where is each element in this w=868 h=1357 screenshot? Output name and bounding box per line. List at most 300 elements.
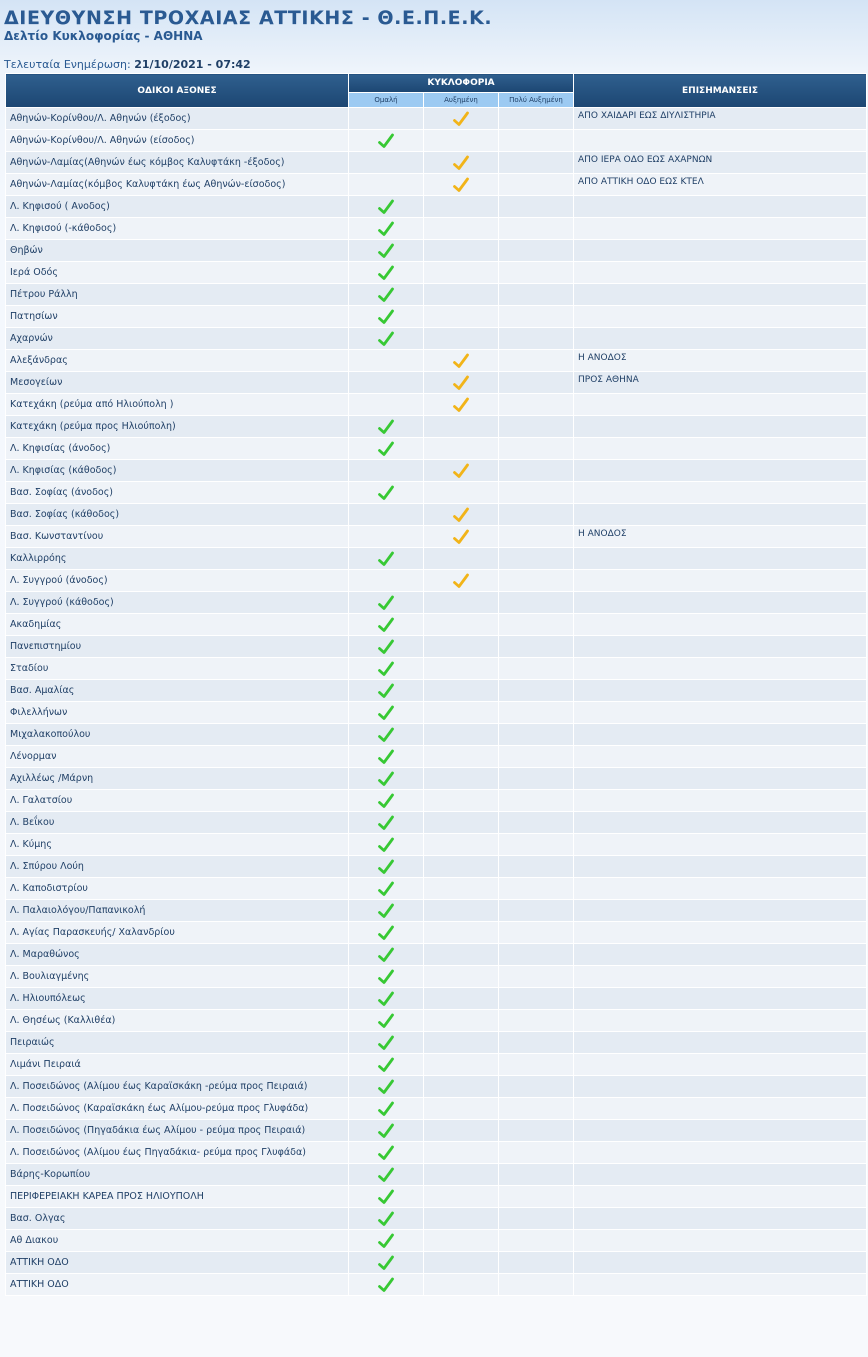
traffic-cell-normal — [349, 196, 424, 218]
traffic-cell-very-increased — [499, 1120, 574, 1142]
green-check-icon — [377, 924, 395, 942]
traffic-cell-normal — [349, 284, 424, 306]
table-row — [6, 790, 867, 812]
road-name: Βασ. Ολγας — [6, 1208, 349, 1230]
green-check-icon — [377, 264, 395, 282]
green-check-icon — [377, 638, 395, 656]
traffic-cell-very-increased — [499, 702, 574, 724]
table-row — [6, 130, 867, 152]
header-traffic: ΚΥΚΛΟΦΟΡΙΑ — [349, 74, 574, 93]
road-note — [574, 1120, 867, 1142]
traffic-cell-normal — [349, 614, 424, 636]
traffic-cell-increased — [424, 702, 499, 724]
subheader-normal: Ομαλή — [349, 92, 424, 107]
yellow-check-icon — [452, 110, 470, 128]
traffic-cell-normal — [349, 174, 424, 196]
traffic-cell-increased — [424, 988, 499, 1010]
road-name: Λ. Συγγρού (άνοδος) — [6, 570, 349, 592]
traffic-cell-very-increased — [499, 1208, 574, 1230]
road-name: Αθηνών-Κορίνθου/Λ. Αθηνών (έξοδος) — [6, 108, 349, 130]
traffic-cell-very-increased — [499, 614, 574, 636]
green-check-icon — [377, 1232, 395, 1250]
table-row — [6, 922, 867, 944]
green-check-icon — [377, 726, 395, 744]
table-row — [6, 724, 867, 746]
traffic-cell-very-increased — [499, 790, 574, 812]
traffic-cell-normal — [349, 592, 424, 614]
table-row — [6, 966, 867, 988]
traffic-cell-normal — [349, 966, 424, 988]
traffic-cell-increased — [424, 1142, 499, 1164]
traffic-cell-very-increased — [499, 240, 574, 262]
traffic-cell-very-increased — [499, 1186, 574, 1208]
road-note — [574, 482, 867, 504]
traffic-cell-normal — [349, 504, 424, 526]
road-note — [574, 1208, 867, 1230]
header-roads: ΟΔΙΚΟΙ ΑΞΟΝΕΣ — [6, 74, 349, 108]
traffic-cell-normal — [349, 350, 424, 372]
road-name: ΑΤΤΙΚΗ ΟΔΟ — [6, 1252, 349, 1274]
green-check-icon — [377, 1254, 395, 1272]
road-note — [574, 966, 867, 988]
traffic-cell-increased — [424, 966, 499, 988]
traffic-cell-very-increased — [499, 1164, 574, 1186]
road-name: Πανεπιστημίου — [6, 636, 349, 658]
traffic-cell-normal — [349, 988, 424, 1010]
traffic-cell-very-increased — [499, 306, 574, 328]
green-check-icon — [377, 1188, 395, 1206]
traffic-cell-increased — [424, 856, 499, 878]
road-note — [574, 1032, 867, 1054]
road-name: Πατησίων — [6, 306, 349, 328]
traffic-cell-increased — [424, 834, 499, 856]
traffic-cell-increased — [424, 460, 499, 482]
traffic-cell-normal — [349, 790, 424, 812]
traffic-cell-very-increased — [499, 482, 574, 504]
road-note — [574, 1186, 867, 1208]
road-note — [574, 1164, 867, 1186]
traffic-cell-normal — [349, 570, 424, 592]
table-row — [6, 262, 867, 284]
traffic-cell-normal — [349, 108, 424, 130]
traffic-cell-normal — [349, 240, 424, 262]
road-note — [574, 416, 867, 438]
table-row — [6, 328, 867, 350]
green-check-icon — [377, 792, 395, 810]
road-note — [574, 262, 867, 284]
traffic-cell-increased — [424, 812, 499, 834]
road-note — [574, 812, 867, 834]
table-row — [6, 284, 867, 306]
green-check-icon — [377, 1210, 395, 1228]
traffic-cell-increased — [424, 614, 499, 636]
traffic-cell-very-increased — [499, 966, 574, 988]
traffic-cell-increased — [424, 724, 499, 746]
green-check-icon — [377, 440, 395, 458]
table-row — [6, 614, 867, 636]
traffic-cell-normal — [349, 438, 424, 460]
road-name: Λ. Ποσειδώνος (Πηγαδάκια έως Αλίμου - ρεύμα προς Πειραιά) — [6, 1120, 349, 1142]
traffic-cell-increased — [424, 592, 499, 614]
road-note — [574, 240, 867, 262]
table-row — [6, 218, 867, 240]
road-name: Λ. Κηφισίας (κάθοδος) — [6, 460, 349, 482]
road-name: Αθ Διακου — [6, 1230, 349, 1252]
road-name: Ακαδημίας — [6, 614, 349, 636]
traffic-cell-increased — [424, 636, 499, 658]
traffic-cell-increased — [424, 658, 499, 680]
road-name: Ιερά Οδός — [6, 262, 349, 284]
yellow-check-icon — [452, 462, 470, 480]
traffic-cell-increased — [424, 504, 499, 526]
road-name: Αλεξάνδρας — [6, 350, 349, 372]
page-header — [4, 0, 864, 43]
road-note — [574, 614, 867, 636]
traffic-cell-normal — [349, 130, 424, 152]
table-row — [6, 372, 867, 394]
green-check-icon — [377, 1144, 395, 1162]
traffic-cell-very-increased — [499, 460, 574, 482]
traffic-cell-increased — [424, 1252, 499, 1274]
road-note — [574, 394, 867, 416]
green-check-icon — [377, 836, 395, 854]
traffic-cell-normal — [349, 262, 424, 284]
traffic-table — [5, 73, 867, 1296]
page-subtitle: Δελτίο Κυκλοφορίας - ΑΘΗΝΑ — [4, 29, 203, 43]
road-name: Αθηνών-Λαμίας(Αθηνών έως κόμβος Καλυφτάκη -έξοδος) — [6, 152, 349, 174]
road-name: Λ. Κηφισού ( Ανοδος) — [6, 196, 349, 218]
road-name: Πειραιώς — [6, 1032, 349, 1054]
road-name: Λ. Καποδιστρίου — [6, 878, 349, 900]
table-row — [6, 834, 867, 856]
traffic-cell-very-increased — [499, 636, 574, 658]
road-name: Λ. Ηλιουπόλεως — [6, 988, 349, 1010]
traffic-cell-very-increased — [499, 570, 574, 592]
road-note: ΠΡΟΣ ΑΘΗΝΑ — [574, 372, 867, 394]
traffic-cell-very-increased — [499, 372, 574, 394]
road-note — [574, 944, 867, 966]
road-note — [574, 284, 867, 306]
table-row — [6, 1230, 867, 1252]
traffic-cell-very-increased — [499, 900, 574, 922]
traffic-cell-very-increased — [499, 834, 574, 856]
road-note — [574, 1142, 867, 1164]
road-note — [574, 328, 867, 350]
road-note — [574, 658, 867, 680]
road-name: Λ. Γαλατσίου — [6, 790, 349, 812]
last-update — [4, 58, 251, 71]
green-check-icon — [377, 1056, 395, 1074]
table-row — [6, 548, 867, 570]
green-check-icon — [377, 330, 395, 348]
road-note — [574, 702, 867, 724]
table-row — [6, 878, 867, 900]
traffic-cell-normal — [349, 1120, 424, 1142]
green-check-icon — [377, 1276, 395, 1294]
yellow-check-icon — [452, 396, 470, 414]
table-row — [6, 306, 867, 328]
traffic-cell-increased — [424, 240, 499, 262]
road-name: Μιχαλακοπούλου — [6, 724, 349, 746]
road-note: Η ΑΝΟΔΟΣ — [574, 350, 867, 372]
traffic-cell-increased — [424, 1076, 499, 1098]
traffic-cell-very-increased — [499, 328, 574, 350]
traffic-cell-very-increased — [499, 416, 574, 438]
traffic-cell-increased — [424, 262, 499, 284]
traffic-cell-increased — [424, 680, 499, 702]
road-name: Λ. Αγίας Παρασκευής/ Χαλανδρίου — [6, 922, 349, 944]
road-note — [574, 856, 867, 878]
green-check-icon — [377, 286, 395, 304]
traffic-cell-very-increased — [499, 350, 574, 372]
traffic-cell-increased — [424, 900, 499, 922]
traffic-cell-increased — [424, 1164, 499, 1186]
table-row — [6, 900, 867, 922]
traffic-cell-very-increased — [499, 174, 574, 196]
road-name: Λ. Βεΐκου — [6, 812, 349, 834]
green-check-icon — [377, 1034, 395, 1052]
road-name: Λ. Θησέως (Καλλιθέα) — [6, 1010, 349, 1032]
table-row — [6, 1186, 867, 1208]
table-row — [6, 812, 867, 834]
road-name: Κατεχάκη (ρεύμα από Ηλιούπολη ) — [6, 394, 349, 416]
subheader-very-increased: Πολύ Αυξημένη — [499, 92, 574, 107]
road-name: Βασ. Σοφίας (κάθοδος) — [6, 504, 349, 526]
traffic-cell-normal — [349, 702, 424, 724]
road-name: Σταδίου — [6, 658, 349, 680]
traffic-cell-increased — [424, 1010, 499, 1032]
traffic-cell-increased — [424, 746, 499, 768]
road-note — [574, 790, 867, 812]
road-note — [574, 504, 867, 526]
table-row — [6, 746, 867, 768]
green-check-icon — [377, 132, 395, 150]
traffic-cell-increased — [424, 196, 499, 218]
table-row — [6, 856, 867, 878]
traffic-cell-increased — [424, 768, 499, 790]
yellow-check-icon — [452, 528, 470, 546]
traffic-cell-increased — [424, 878, 499, 900]
road-note — [574, 988, 867, 1010]
traffic-cell-increased — [424, 218, 499, 240]
traffic-cell-normal — [349, 1098, 424, 1120]
table-row — [6, 658, 867, 680]
table-row — [6, 680, 867, 702]
traffic-cell-normal — [349, 1164, 424, 1186]
traffic-cell-normal — [349, 768, 424, 790]
traffic-cell-normal — [349, 856, 424, 878]
traffic-cell-normal — [349, 1142, 424, 1164]
road-note — [574, 460, 867, 482]
traffic-cell-very-increased — [499, 526, 574, 548]
road-name: Βασ. Αμαλίας — [6, 680, 349, 702]
traffic-cell-very-increased — [499, 438, 574, 460]
traffic-cell-increased — [424, 570, 499, 592]
green-check-icon — [377, 594, 395, 612]
traffic-cell-increased — [424, 394, 499, 416]
road-name: Λένορμαν — [6, 746, 349, 768]
traffic-cell-normal — [349, 372, 424, 394]
green-check-icon — [377, 550, 395, 568]
traffic-cell-normal — [349, 482, 424, 504]
traffic-cell-normal — [349, 1010, 424, 1032]
traffic-cell-increased — [424, 130, 499, 152]
road-name: Λ. Συγγρού (κάθοδος) — [6, 592, 349, 614]
traffic-cell-normal — [349, 878, 424, 900]
traffic-cell-increased — [424, 174, 499, 196]
road-name: Λ. Ποσειδώνος (Καραϊσκάκη έως Αλίμου-ρεύμα προς Γλυφάδα) — [6, 1098, 349, 1120]
traffic-cell-very-increased — [499, 988, 574, 1010]
road-name: Πέτρου Ράλλη — [6, 284, 349, 306]
table-row — [6, 1252, 867, 1274]
table-row — [6, 152, 867, 174]
traffic-cell-normal — [349, 746, 424, 768]
traffic-cell-normal — [349, 1032, 424, 1054]
road-name: Λ. Κηφισού (-κάθοδος) — [6, 218, 349, 240]
road-name: Θηβών — [6, 240, 349, 262]
road-note — [574, 196, 867, 218]
traffic-cell-normal — [349, 724, 424, 746]
road-note — [574, 724, 867, 746]
table-row — [6, 1054, 867, 1076]
road-name: Λ. Ποσειδώνος (Αλίμου έως Καραϊσκάκη -ρεύμα προς Πειραιά) — [6, 1076, 349, 1098]
subheader-increased: Αυξημένη — [424, 92, 499, 107]
road-note: ΑΠΟ ΑΤΤΙΚΗ ΟΔΟ ΕΩΣ ΚΤΕΛ — [574, 174, 867, 196]
green-check-icon — [377, 946, 395, 964]
road-note: ΑΠΟ ΙΕΡΑ ΟΔΟ ΕΩΣ ΑΧΑΡΝΩΝ — [574, 152, 867, 174]
green-check-icon — [377, 220, 395, 238]
traffic-cell-normal — [349, 218, 424, 240]
green-check-icon — [377, 770, 395, 788]
green-check-icon — [377, 1100, 395, 1118]
table-row — [6, 460, 867, 482]
road-name: Αχιλλέως /Μάρνη — [6, 768, 349, 790]
green-check-icon — [377, 418, 395, 436]
traffic-cell-normal — [349, 1186, 424, 1208]
road-note — [574, 746, 867, 768]
road-name: Μεσογείων — [6, 372, 349, 394]
road-name: Αθηνών-Κορίνθου/Λ. Αθηνών (είσοδος) — [6, 130, 349, 152]
table-row — [6, 1032, 867, 1054]
traffic-cell-normal — [349, 1230, 424, 1252]
road-note — [574, 834, 867, 856]
road-note — [574, 570, 867, 592]
road-name: Αχαρνών — [6, 328, 349, 350]
green-check-icon — [377, 198, 395, 216]
traffic-cell-very-increased — [499, 944, 574, 966]
traffic-cell-normal — [349, 306, 424, 328]
road-name: Λ. Σπύρου Λούη — [6, 856, 349, 878]
table-row — [6, 526, 867, 548]
traffic-cell-very-increased — [499, 922, 574, 944]
green-check-icon — [377, 484, 395, 502]
road-name: Αθηνών-Λαμίας(κόμβος Καλυφτάκη έως Αθηνών-είσοδος) — [6, 174, 349, 196]
traffic-cell-increased — [424, 922, 499, 944]
table-row — [6, 944, 867, 966]
traffic-cell-increased — [424, 306, 499, 328]
table-row — [6, 394, 867, 416]
traffic-cell-increased — [424, 350, 499, 372]
yellow-check-icon — [452, 506, 470, 524]
road-note — [574, 636, 867, 658]
table-row — [6, 1120, 867, 1142]
traffic-cell-normal — [349, 416, 424, 438]
road-name: ΑΤΤΙΚΗ ΟΔΟ — [6, 1274, 349, 1296]
traffic-cell-increased — [424, 438, 499, 460]
road-name: Καλλιρρόης — [6, 548, 349, 570]
table-row — [6, 988, 867, 1010]
traffic-cell-very-increased — [499, 724, 574, 746]
traffic-cell-very-increased — [499, 1054, 574, 1076]
green-check-icon — [377, 1012, 395, 1030]
traffic-cell-increased — [424, 790, 499, 812]
traffic-cell-very-increased — [499, 108, 574, 130]
road-name: Λ. Βουλιαγμένης — [6, 966, 349, 988]
green-check-icon — [377, 814, 395, 832]
road-note — [574, 1054, 867, 1076]
table-row — [6, 240, 867, 262]
road-note — [574, 592, 867, 614]
green-check-icon — [377, 242, 395, 260]
road-name: Λιμάνι Πειραιά — [6, 1054, 349, 1076]
road-note — [574, 1010, 867, 1032]
table-row — [6, 702, 867, 724]
traffic-cell-normal — [349, 1252, 424, 1274]
traffic-cell-normal — [349, 1208, 424, 1230]
traffic-cell-very-increased — [499, 1274, 574, 1296]
traffic-cell-increased — [424, 284, 499, 306]
road-name: ΠΕΡΙΦΕΡΕΙΑΚΗ ΚΑΡΕΑ ΠΡΟΣ ΗΛΙΟΥΠΟΛΗ — [6, 1186, 349, 1208]
traffic-cell-normal — [349, 922, 424, 944]
road-note — [574, 218, 867, 240]
road-note — [574, 922, 867, 944]
road-note: Η ΑΝΟΔΟΣ — [574, 526, 867, 548]
traffic-cell-normal — [349, 1054, 424, 1076]
road-note: ΑΠΟ ΧΑΙΔΑΡΙ ΕΩΣ ΔΙΥΛΙΣΤΗΡΙΑ — [574, 108, 867, 130]
road-name: Λ. Ποσειδώνος (Αλίμου έως Πηγαδάκια- ρεύμα προς Γλυφάδα) — [6, 1142, 349, 1164]
traffic-cell-increased — [424, 1054, 499, 1076]
traffic-cell-very-increased — [499, 878, 574, 900]
traffic-cell-increased — [424, 1274, 499, 1296]
traffic-cell-very-increased — [499, 218, 574, 240]
traffic-cell-very-increased — [499, 152, 574, 174]
road-note — [574, 1230, 867, 1252]
road-name: Βασ. Σοφίας (άνοδος) — [6, 482, 349, 504]
traffic-cell-very-increased — [499, 1032, 574, 1054]
green-check-icon — [377, 858, 395, 876]
road-name: Φιλελλήνων — [6, 702, 349, 724]
traffic-cell-normal — [349, 328, 424, 350]
green-check-icon — [377, 748, 395, 766]
traffic-cell-increased — [424, 1186, 499, 1208]
green-check-icon — [377, 704, 395, 722]
green-check-icon — [377, 990, 395, 1008]
traffic-cell-very-increased — [499, 504, 574, 526]
yellow-check-icon — [452, 374, 470, 392]
road-name: Λ. Παλαιολόγου/Παπανικολή — [6, 900, 349, 922]
traffic-cell-normal — [349, 900, 424, 922]
road-note — [574, 306, 867, 328]
table-row — [6, 1208, 867, 1230]
traffic-cell-normal — [349, 812, 424, 834]
table-row — [6, 350, 867, 372]
traffic-cell-increased — [424, 944, 499, 966]
page-title: ΔΙΕΥΘΥΝΣΗ ΤΡΟΧΑΙΑΣ ΑΤΤΙΚΗΣ - Θ.Ε.Π.Ε.Κ. — [4, 7, 493, 29]
traffic-cell-very-increased — [499, 284, 574, 306]
traffic-cell-normal — [349, 548, 424, 570]
last-update-value: 21/10/2021 - 07:42 — [134, 58, 251, 71]
traffic-cell-normal — [349, 658, 424, 680]
